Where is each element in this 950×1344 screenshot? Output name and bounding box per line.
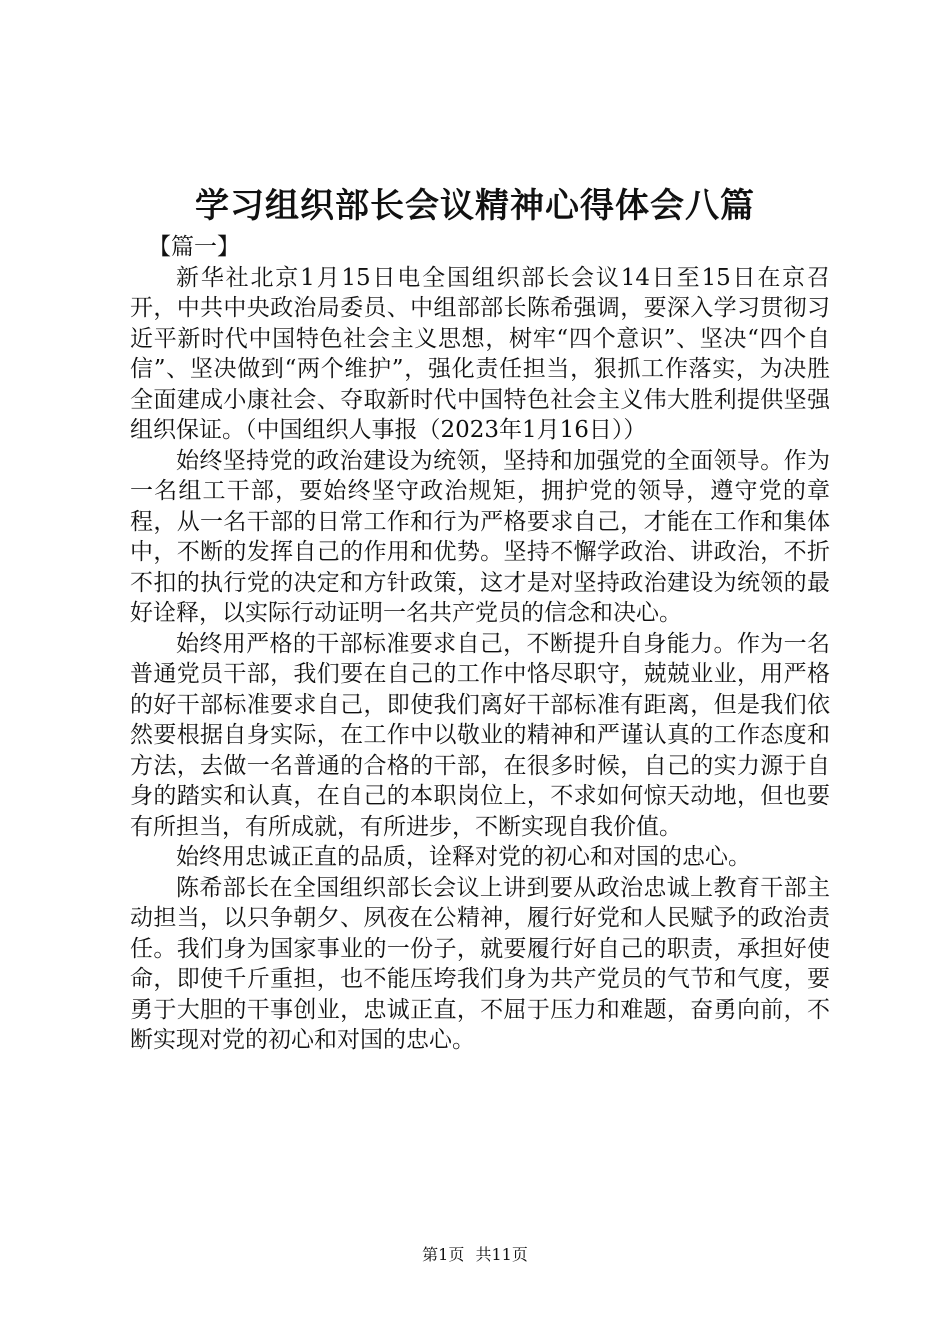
paragraph-5: 陈希部长在全国组织部长会议上讲到要从政治忠诚上教育干部主动担当，以只争朝夕、夙夜在公精神，履行好党和人民赋予的政治责任。我们身为国家事业的一份子，就要履行好自己的职责，承担好使命，即使千斤重担，也不能压垮我们身为共产党员的气节和气度，要勇于大胆的干事创业，忠诚正直，不屈于压力和难题，奋勇向前，不断实现对党的初心和对国的忠心。 <box>130 874 830 1053</box>
paragraph-3: 始终用严格的干部标准要求自己，不断提升自身能力。作为一名普通党员干部，我们要在自己的工作中恪尽职守，兢兢业业，用严格的好干部标准要求自己，即使我们离好干部标准有距离，但是我们依然要根据自身实际，在工作中以敬业的精神和严谨认真的工作态度和方法，去做一名普通的合格的干部，在很多时候，自己的实力源于自身的踏实和认真，在自己的本职岗位上，不求如何惊天动地，但也要有所担当，有所成就，有所进步，不断实现自我价值。 <box>130 630 830 840</box>
paragraph-2: 始终坚持党的政治建设为统领，坚持和加强党的全面领导。作为一名组工干部，要始终坚守政治规矩，拥护党的领导，遵守党的章程，从一名干部的日常工作和行为严格要求自己，才能在工作和集体中，不断的发挥自己的作用和优势。坚持不懈学政治、讲政治，不折不扣的执行党的决定和方针政策，这才是对坚持政治建设为统领的最好诠释，以实际行动证明一名共产党员的信念和决心。 <box>130 447 830 626</box>
page-total: 共11页 <box>475 1245 528 1264</box>
section-label: 【篇一】 <box>148 234 240 260</box>
paragraph-1: 新华社北京1月15日电全国组织部长会议14日至15日在京召开，中共中央政治局委员、中组部部长陈希强调，要深入学习贯彻习近平新时代中国特色社会主义思想，树牢“四个意识”、坚决“四个自信”、坚决做到“两个维护”，强化责任担当，狠抓工作落实，为决胜全面建成小康社会、夺取新时代中国特色社会主义伟大胜利提供坚强组织保证。（中国组织人事报（2023年1月16日）） <box>130 264 830 443</box>
document-title: 学习组织部长会议精神心得体会八篇 <box>195 186 755 226</box>
page-number: 第1页 <box>422 1245 465 1264</box>
document-body <box>130 232 830 1056</box>
page-footer <box>0 1244 950 1266</box>
paragraph-4: 始终用忠诚正直的品质，诠释对党的初心和对国的忠心。 <box>176 844 751 870</box>
